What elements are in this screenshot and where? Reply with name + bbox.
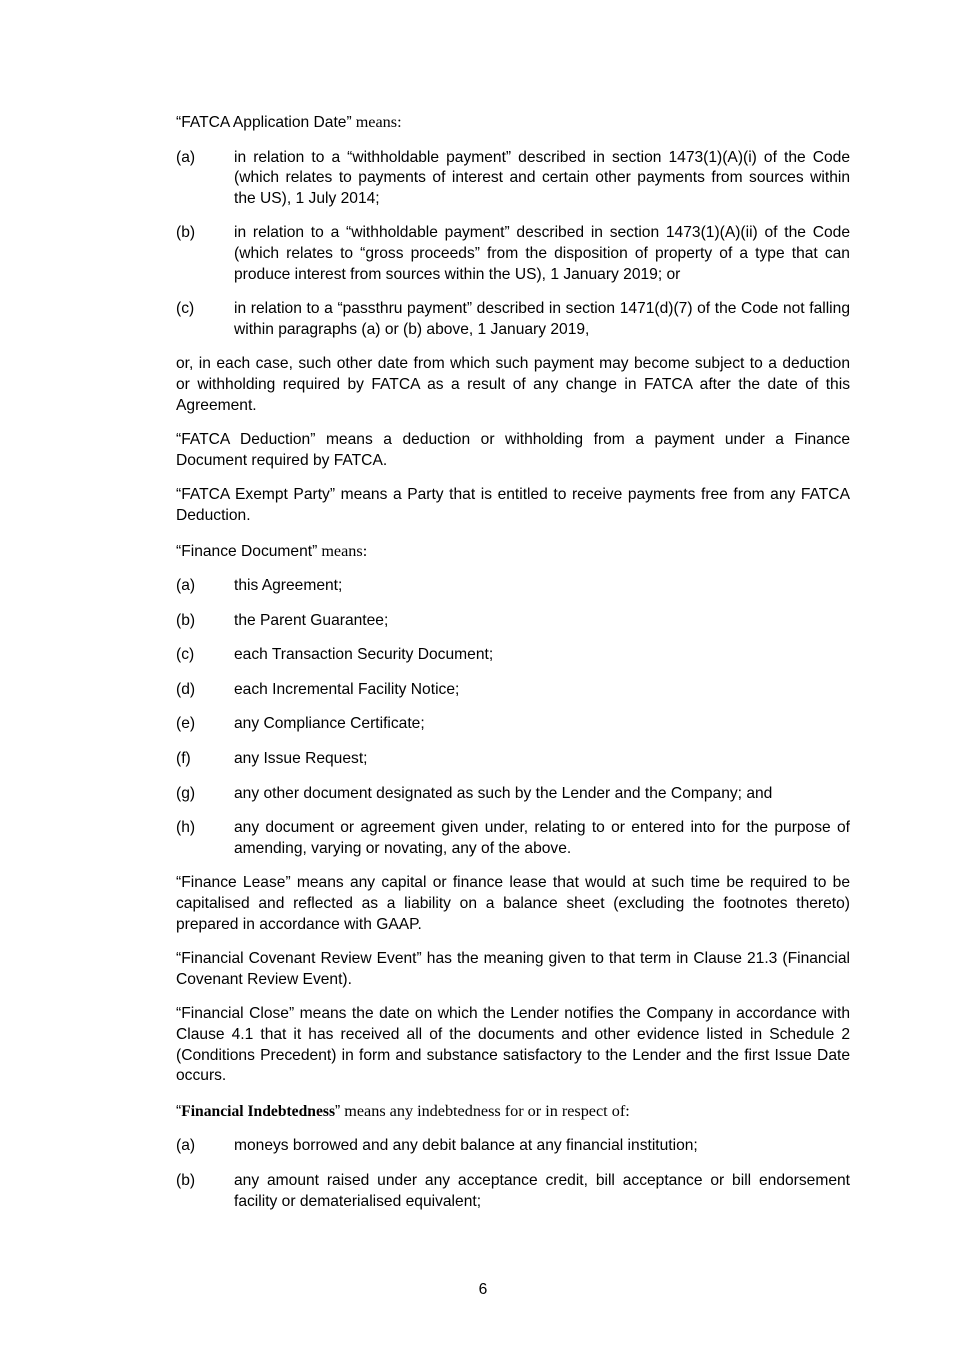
list-item-text: any document or agreement given under, relating to or entered into for the purpose of amending, varying or novating, any of the above. bbox=[234, 819, 850, 857]
list-item bbox=[176, 645, 850, 666]
definition-fatca-deduction: “FATCA Deduction” means a deduction or withholding from a payment under a Finance Document required by FATCA. bbox=[176, 431, 850, 469]
list-item bbox=[176, 611, 850, 632]
definition-suffix: means any indebtedness for or in respect of: bbox=[340, 1101, 630, 1120]
definition-text: means any capital or finance lease that would at such time be required to be capitalised and reflected as a liability on a balance sheet (excluding the footnotes thereto) prepared in accordance with GAAP. bbox=[176, 874, 851, 933]
list-item-text: any Compliance Certificate; bbox=[234, 715, 425, 733]
list-item-label: (b) bbox=[176, 611, 196, 629]
list-item-text: the Parent Guarantee; bbox=[234, 611, 389, 629]
definition-suffix: means: bbox=[317, 541, 368, 560]
list-item bbox=[176, 223, 850, 285]
list-item-text: any other document designated as such by the Lender and the Company; and bbox=[234, 784, 773, 802]
list-item-label: (e) bbox=[176, 715, 196, 733]
definition-text: means a Party that is entitled to receive payments free from any FATCA Deduction. bbox=[176, 486, 850, 524]
list-item-label: (a) bbox=[176, 148, 196, 166]
list-item-label: (h) bbox=[176, 819, 196, 837]
list-item bbox=[176, 784, 850, 805]
list-item-label: (c) bbox=[176, 646, 195, 664]
list-item-label: (f) bbox=[176, 750, 191, 768]
list-item-label: (d) bbox=[176, 680, 196, 698]
definition-finance-document: “Finance Document” means: bbox=[176, 541, 368, 560]
defined-term: Finance Document bbox=[181, 542, 313, 560]
definition-fatca-exempt-party: “FATCA Exempt Party” means a Party that is entitled to receive payments free from any FATCA Deduction. bbox=[176, 486, 850, 524]
defined-term: Financial Indebtedness bbox=[181, 1102, 336, 1120]
list-item bbox=[176, 299, 850, 340]
list-item-text: any Issue Request; bbox=[234, 750, 368, 768]
definition-closing-text: or, in each case, such other date from which such payment may become subject to a deduction or withholding required by FATCA as a result of any change in FATCA after the date of this Agreement. bbox=[176, 355, 850, 414]
document-body bbox=[176, 112, 850, 1226]
list-item-label: (a) bbox=[176, 577, 196, 595]
list-item-text: moneys borrowed and any debit balance at any financial institution; bbox=[234, 1137, 698, 1155]
definition-financial-covenant-review-event: “Financial Covenant Review Event” has the meaning given to that term in Clause 21.3 (Financial Covenant Review Event). bbox=[176, 950, 850, 988]
definition-financial-close: “Financial Close” means the date on which the Lender notifies the Company in accordance with Clause 4.1 that it has received all of the documents and other evidence listed in Schedule 2 (Conditions Precedent) in form and substance satisfactory to the Lender and the first Issue Date occurs. bbox=[176, 1005, 850, 1085]
list-item bbox=[176, 148, 850, 210]
list-item-label: (a) bbox=[176, 1137, 196, 1155]
list-item-text: in relation to a “withholdable payment” described in section 1473(1)(A)(i) of the Code (which relates to payments of interest and certain other payments from sources within the US), 1 July 2014; bbox=[234, 148, 850, 207]
defined-term: FATCA Exempt Party bbox=[181, 486, 330, 504]
defined-term: Financial Close bbox=[181, 1005, 289, 1023]
list-item-label: (b) bbox=[176, 1171, 196, 1189]
list-item-text: each Transaction Security Document; bbox=[234, 646, 494, 664]
definition-text: means a deduction or withholding from a payment under a Finance Document required by FATCA. bbox=[176, 431, 850, 469]
list-item bbox=[176, 749, 850, 770]
definition-text: means the date on which the Lender notifies the Company in accordance with Clause 4.1 that it has received all of the documents and other evidence listed in Schedule 2 (Conditions Precedent) in form and substance satisfactory to the Lender and the first Issue Date occurs. bbox=[176, 1005, 850, 1085]
list-item-text: each Incremental Facility Notice; bbox=[234, 680, 460, 698]
definition-suffix: means: bbox=[351, 113, 402, 131]
list-item bbox=[176, 576, 850, 597]
definition-text: has the meaning given to that term in Clause 21.3 (Financial Covenant Review Event). bbox=[176, 950, 850, 988]
list-item-text: in relation to a “passthru payment” described in section 1471(d)(7) of the Code not falling within paragraphs (a) or (b) above, 1 January 2019, bbox=[234, 300, 850, 338]
list-item-label: (c) bbox=[176, 300, 195, 318]
defined-term: Finance Lease bbox=[181, 874, 286, 892]
list-item-label: (b) bbox=[176, 224, 196, 242]
definition-financial-indebtedness: “Financial Indebtedness” means any indebtedness for or in respect of: bbox=[176, 1101, 630, 1120]
list-item-text: in relation to a “withholdable payment” described in section 1473(1)(A)(ii) of the Code (which relates to “gross proceeds” from the disposition of property of a type that can produce interest from sources within the US), 1 January 2019; or bbox=[234, 224, 850, 283]
list-item bbox=[176, 818, 850, 859]
list-item bbox=[176, 680, 850, 701]
defined-term: FATCA Deduction bbox=[181, 431, 311, 449]
list-item bbox=[176, 1171, 850, 1212]
list-item-label: (g) bbox=[176, 784, 196, 802]
defined-term: FATCA Application Date bbox=[181, 114, 347, 131]
defined-term: Financial Covenant Review Event bbox=[181, 950, 417, 968]
list-item-text: this Agreement; bbox=[234, 577, 343, 595]
list-item-text: any amount raised under any acceptance credit, bill acceptance or bill endorsement facility or dematerialised equivalent; bbox=[234, 1171, 850, 1210]
list-item bbox=[176, 714, 850, 735]
list-item bbox=[176, 1136, 850, 1157]
definition-finance-lease: “Finance Lease” means any capital or finance lease that would at such time be required to be capitalised and reflected as a liability on a balance sheet (excluding the footnotes thereto) prepared in accordance with GAAP. bbox=[176, 874, 851, 933]
definition-fatca-application-date: “FATCA Application Date” means: bbox=[176, 113, 402, 131]
page-number: 6 bbox=[478, 1281, 488, 1298]
